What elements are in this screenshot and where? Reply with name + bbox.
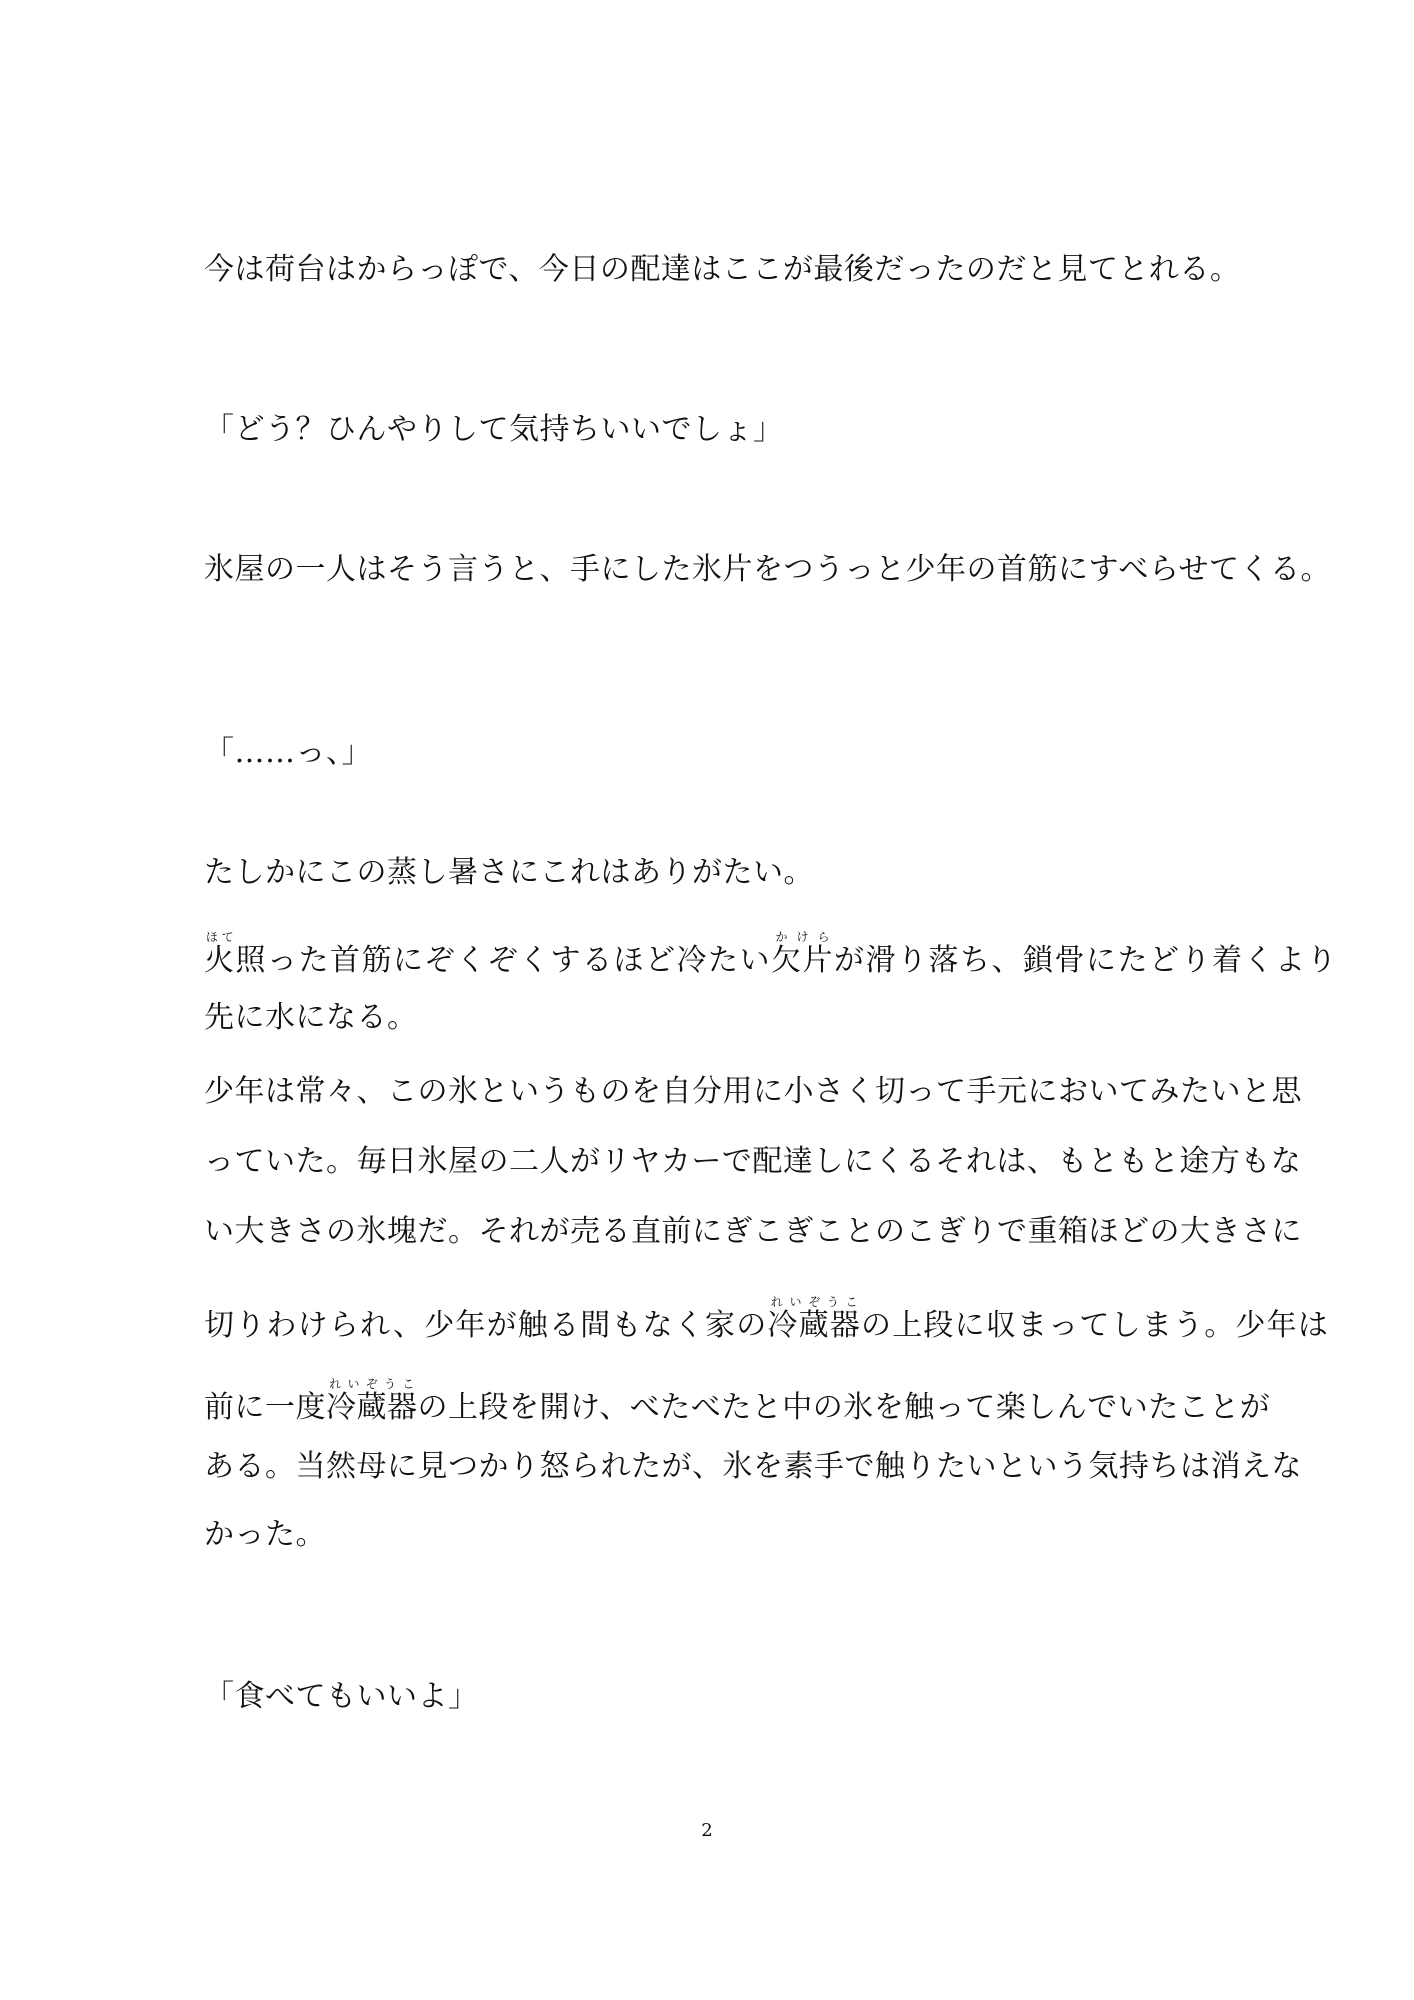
ruby-reizouko-2: 冷蔵器れいぞうこ — [326, 1377, 418, 1425]
body-line-12: かった。 — [204, 1517, 326, 1552]
body-line-5: 先に水になる。 — [204, 1000, 418, 1035]
body-line-10-segment-1: 前に一度 — [204, 1390, 326, 1425]
body-line-4-segment-2: が滑り落ち、鎖骨にたどり着くより — [834, 943, 1338, 978]
body-line-9-segment-2: の上段に収まってしまう。少年は — [861, 1308, 1330, 1343]
body-line-4 — [204, 930, 1338, 981]
body-line-4-segment-1: 照った首筋にぞくぞくするほど冷たい — [235, 943, 771, 978]
dialogue-line-1: 「どう？ひんやりして気持ちいいでしょ」 — [204, 412, 784, 447]
body-line-6: 少年は常々、この氷というものを自分用に小さく切って手元においてみたいと思 — [204, 1074, 1302, 1109]
body-line-1: 今は荷台はからっぽで、今日の配達はここが最後だったのだと見てとれる。 — [204, 252, 1241, 287]
body-line-7: っていた。毎日氷屋の二人がリヤカーで配達しにくるそれは、もともと途方もな — [204, 1144, 1302, 1179]
ruby-kakera: 欠片かけら — [771, 930, 834, 978]
body-line-10-segment-2: の上段を開け、べたべたと中の氷を触って楽しんでいたことが — [417, 1390, 1271, 1425]
body-line-9-segment-1: 切りわけられ、少年が触る間もなく家の — [204, 1308, 768, 1343]
dialogue-line-2: 「……っ、」 — [204, 735, 372, 770]
ruby-hote: 火ほて — [204, 930, 236, 978]
body-line-3: たしかにこの蒸し暑さにこれはありがたい。 — [204, 855, 814, 890]
body-line-9 — [204, 1295, 1330, 1346]
ruby-reizouko-1: 冷蔵器れいぞうこ — [767, 1295, 862, 1343]
body-line-8: い大きさの氷塊だ。それが売る直前にぎこぎことのこぎりで重箱ほどの大きさに — [204, 1214, 1302, 1249]
body-line-11: ある。当然母に見つかり怒られたが、氷を素手で触りたいという気持ちは消えな — [204, 1449, 1302, 1484]
body-line-2: 氷屋の一人はそう言うと、手にした氷片をつうっと少年の首筋にすべらせてくる。 — [204, 552, 1331, 587]
dialogue-line-3: 「食べてもいいよ」 — [204, 1679, 479, 1714]
page-number: 2 — [701, 1820, 713, 1841]
body-line-10 — [204, 1377, 1271, 1428]
